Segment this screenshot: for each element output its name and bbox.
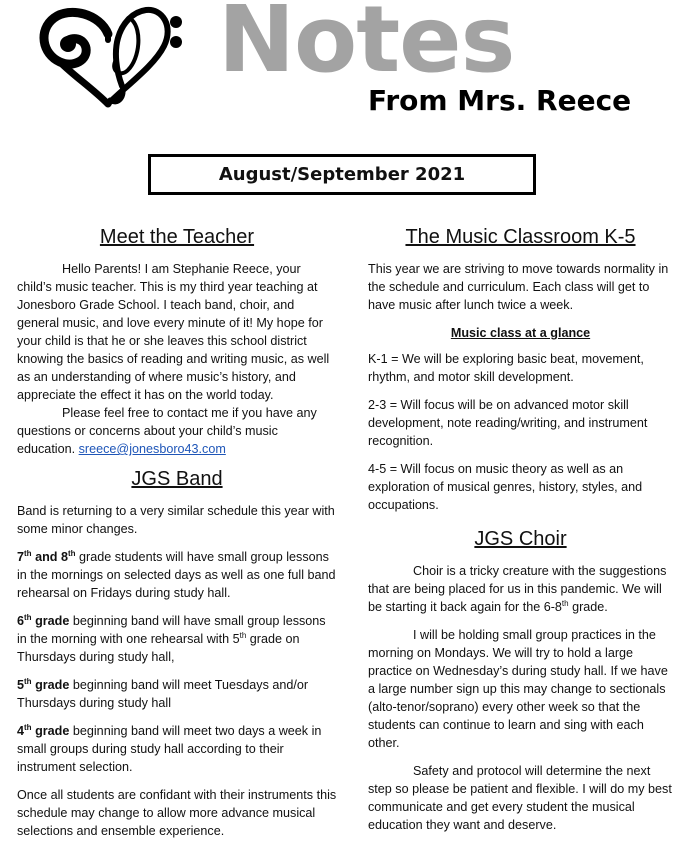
choir-heading: JGS Choir xyxy=(474,528,567,550)
grade-5-suffix: th xyxy=(24,677,32,686)
newsletter-subtitle: From Mrs. Reece xyxy=(368,84,632,117)
music-at-a-glance-heading: Music class at a glance xyxy=(450,326,591,340)
band-grade-6-text-end: grade on Thursdays during study hall, xyxy=(17,632,300,664)
grade-4-word: grade xyxy=(31,724,70,738)
grade-5-suffix-inline: th xyxy=(239,631,247,640)
grade-6-word: grade xyxy=(31,614,70,628)
grade-7-suffix: th xyxy=(24,549,32,558)
teacher-email-link[interactable]: sreece@jonesboro43.com xyxy=(78,442,226,456)
meet-paragraph-2-text: Please feel free to contact me if you have any questions or concerns about your child’s music education. xyxy=(17,406,317,456)
date-banner xyxy=(148,154,536,195)
grade-5-number: 5 xyxy=(17,678,25,692)
meet-the-teacher-heading: Meet the Teacher xyxy=(99,226,255,248)
band-grade-6 xyxy=(17,612,337,666)
grade-7-number: 7 xyxy=(17,550,25,564)
heart-clef-icon xyxy=(30,0,190,112)
grade-4-number: 4 xyxy=(17,724,25,738)
band-heading: JGS Band xyxy=(131,468,223,490)
choir-section xyxy=(368,524,673,834)
band-section xyxy=(17,464,337,840)
grade-6-suffix: th xyxy=(24,613,32,622)
band-grade-5-text: beginning band will meet Tuesdays and/or Thursdays during study hall xyxy=(17,678,309,710)
music-classroom-section xyxy=(368,222,673,514)
classroom-grade-4-5: 4-5 = Will focus on music theory as well as an exploration of musical genres, history, styles, and occupations. xyxy=(368,462,643,512)
music-classroom-heading: The Music Classroom K-5 xyxy=(405,226,636,248)
left-column xyxy=(17,222,337,850)
grade-4-suffix: th xyxy=(24,723,32,732)
choir-paragraph-1-text: Choir is a tricky creature with the suggestions that are being placed for us in this pandemic. We will be starting it back again for the 6-8 xyxy=(368,564,667,614)
band-grade-7-8-text: grade students will have small group lessons in the mornings on selected days as well as one full band rehearsal on Fridays during study hall. xyxy=(17,550,336,600)
choir-paragraph-1 xyxy=(368,562,673,616)
meet-the-teacher-section xyxy=(17,222,337,458)
choir-paragraph-1-end: grade. xyxy=(568,600,608,614)
choir-paragraph-3: Safety and protocol will determine the next step so please be patient and flexible. I will do my best communicate and get every student the musical education they want and deserve. xyxy=(368,764,672,832)
band-grade-4-text: beginning band will meet two days a week in small groups during study hall according to their instrument selection. xyxy=(17,724,322,774)
grade-8-number: and 8 xyxy=(35,550,68,564)
classroom-grade-2-3: 2-3 = Will focus will be on advanced motor skill development, note reading/writing, and instrument recognition. xyxy=(368,398,648,448)
classroom-intro: This year we are striving to move towards normality in the schedule and curriculum. Each class will get to have music after lunch twice a week. xyxy=(368,262,669,312)
choir-paragraph-2: I will be holding small group practices in the morning on Mondays. We will try to hold a large practice on Wednesday’s during study hall. If we have a large number sign up this may change to sectionals (alto-tenor/soprano) every other week so that the students can continue to learn and sing with each other. xyxy=(368,628,668,750)
classroom-k1: K-1 = We will be exploring basic beat, movement, rhythm, and motor skill development. xyxy=(368,352,644,384)
meet-paragraph-1: Hello Parents! I am Stephanie Reece, your child’s music teacher. This is my third year teaching at Jonesboro Grade School. I teach band, choir, and general music, and love every minute of it! My hope for your child is that he or she leaves this school district knowing the basics of reading and writing music, as well as an understanding of where music’s history, and appreciate the effect it has on the world today. xyxy=(17,262,330,402)
grade-5-word: grade xyxy=(31,678,70,692)
band-closing: Once all students are confidant with their instruments this schedule may change to allow more advance musical selections and ensemble experience. xyxy=(17,788,337,838)
choir-grade-suffix: th xyxy=(561,599,569,608)
date-banner-text: August/September 2021 xyxy=(218,164,466,185)
band-grade-4 xyxy=(17,722,337,776)
grade-8-suffix: th xyxy=(67,549,76,558)
right-column xyxy=(368,222,673,834)
newsletter-title: Notes xyxy=(218,0,515,93)
band-grade-6-text: beginning band will have small group lessons in the morning with one rehearsal with 5 xyxy=(17,614,326,646)
meet-paragraph-2 xyxy=(17,404,337,458)
grade-6-number: 6 xyxy=(17,614,25,628)
band-intro: Band is returning to a very similar schedule this year with some minor changes. xyxy=(17,504,335,536)
band-grade-7-8 xyxy=(17,548,337,602)
band-grade-5 xyxy=(17,676,337,712)
